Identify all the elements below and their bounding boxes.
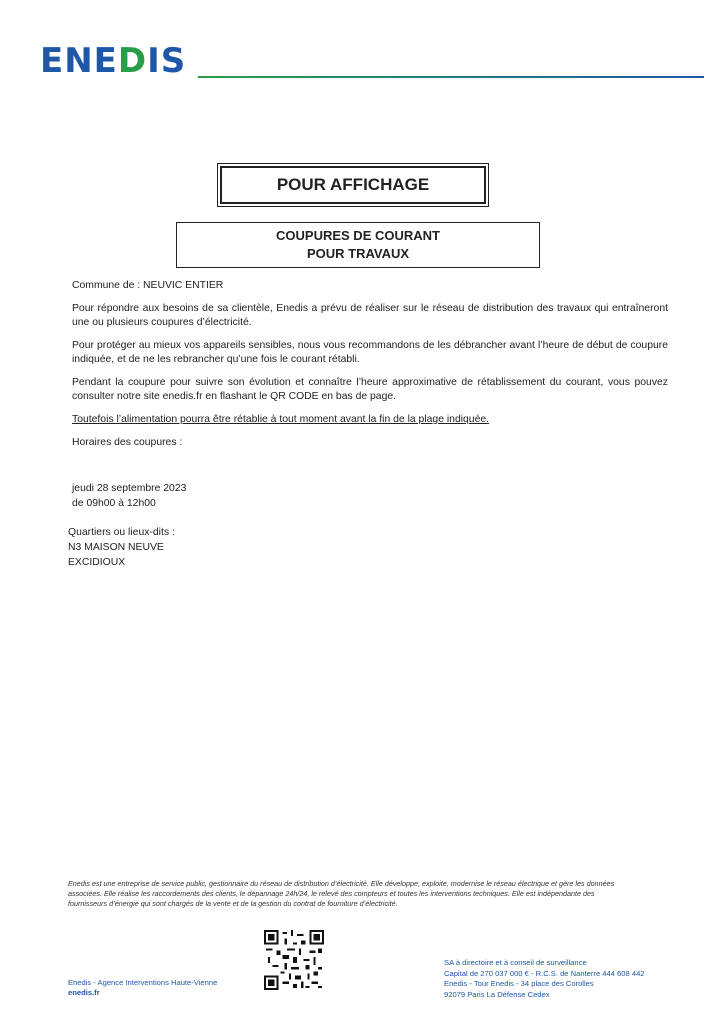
website-link[interactable]: enedis.fr xyxy=(68,988,100,997)
agency-name: Enedis - Agence Interventions Haute-Vienne xyxy=(68,978,218,987)
legal-notice xyxy=(68,879,680,909)
footer-left xyxy=(68,978,217,998)
legal-line-1: Enedis est une entreprise de service public, gestionnaire du réseau de distribution d’électricité. Elle développe, exploite, modernise le réseau électrique et gère les données xyxy=(68,879,615,888)
footer-right xyxy=(444,958,645,1000)
paragraph-2: Pour protéger au mieux vos appareils sensibles, nous vous recommandons de les débrancher avant l’heure de début de coupure indiquée, et de ne les rebrancher qu’une fois le courant rétabli. xyxy=(72,340,668,365)
enedis-logo: ENEDIS xyxy=(40,41,187,81)
paragraph-3: Pendant la coupure pour suivre son évolution et connaître l’heure approximative de rétablissement du courant, vous pouvez consulter notre site enedis.fr en flashant le QR CODE en bas de page. xyxy=(72,377,668,402)
schedule-heading: Horaires des coupures : xyxy=(72,437,183,448)
subtitle-line-2: POUR TRAVAUX xyxy=(306,246,410,261)
schedule-block xyxy=(72,481,186,511)
company-line-1: SA à directoire et à conseil de surveillance xyxy=(444,958,587,967)
legal-line-3: fournisseurs d’énergie qui sont chargés de la vente et de la gestion du contrat de fourniture d’électricité. xyxy=(68,899,398,908)
subtitle-line-1: COUPURES DE COURANT xyxy=(276,228,440,243)
place-item: EXCIDIOUX xyxy=(68,557,126,568)
commune-line: Commune de : NEUVIC ENTIER xyxy=(72,280,224,291)
company-line-3: Enedis - Tour Enedis - 34 place des Corolles xyxy=(444,979,594,988)
company-line-2: Capital de 270 037 000 € - R.C.S. de Nanterre 444 608 442 xyxy=(444,968,645,978)
header-divider xyxy=(198,76,704,78)
places-heading: Quartiers ou lieux-dits : xyxy=(68,527,175,538)
places-block xyxy=(68,525,175,570)
paragraph-4: Toutefois l’alimentation pourra être rétablie à tout moment avant la fin de la plage indiquée. xyxy=(72,414,490,425)
schedule-time: de 09h00 à 12h00 xyxy=(72,498,156,509)
notice-body xyxy=(72,279,668,459)
paragraph-1: Pour répondre aux besoins de sa clientèle, Enedis a prévu de réaliser sur le réseau de distribution des travaux qui entraîneront une ou plusieurs coupures d’électricité. xyxy=(72,303,668,328)
page-title: POUR AFFICHAGE xyxy=(220,166,486,204)
company-line-4: 92079 Paris La Défense Cedex xyxy=(444,989,550,999)
place-item: N3 MAISON NEUVE xyxy=(68,542,164,553)
schedule-date: jeudi 28 septembre 2023 xyxy=(72,483,187,494)
qr-code-icon[interactable] xyxy=(264,930,324,990)
subtitle-box xyxy=(176,222,540,268)
legal-line-2: associées. Elle réalise les raccordements des clients, le dépannage 24h/24, le relevé des compteurs et toutes les interventions techniques. Elle est indépendante des xyxy=(68,889,595,898)
